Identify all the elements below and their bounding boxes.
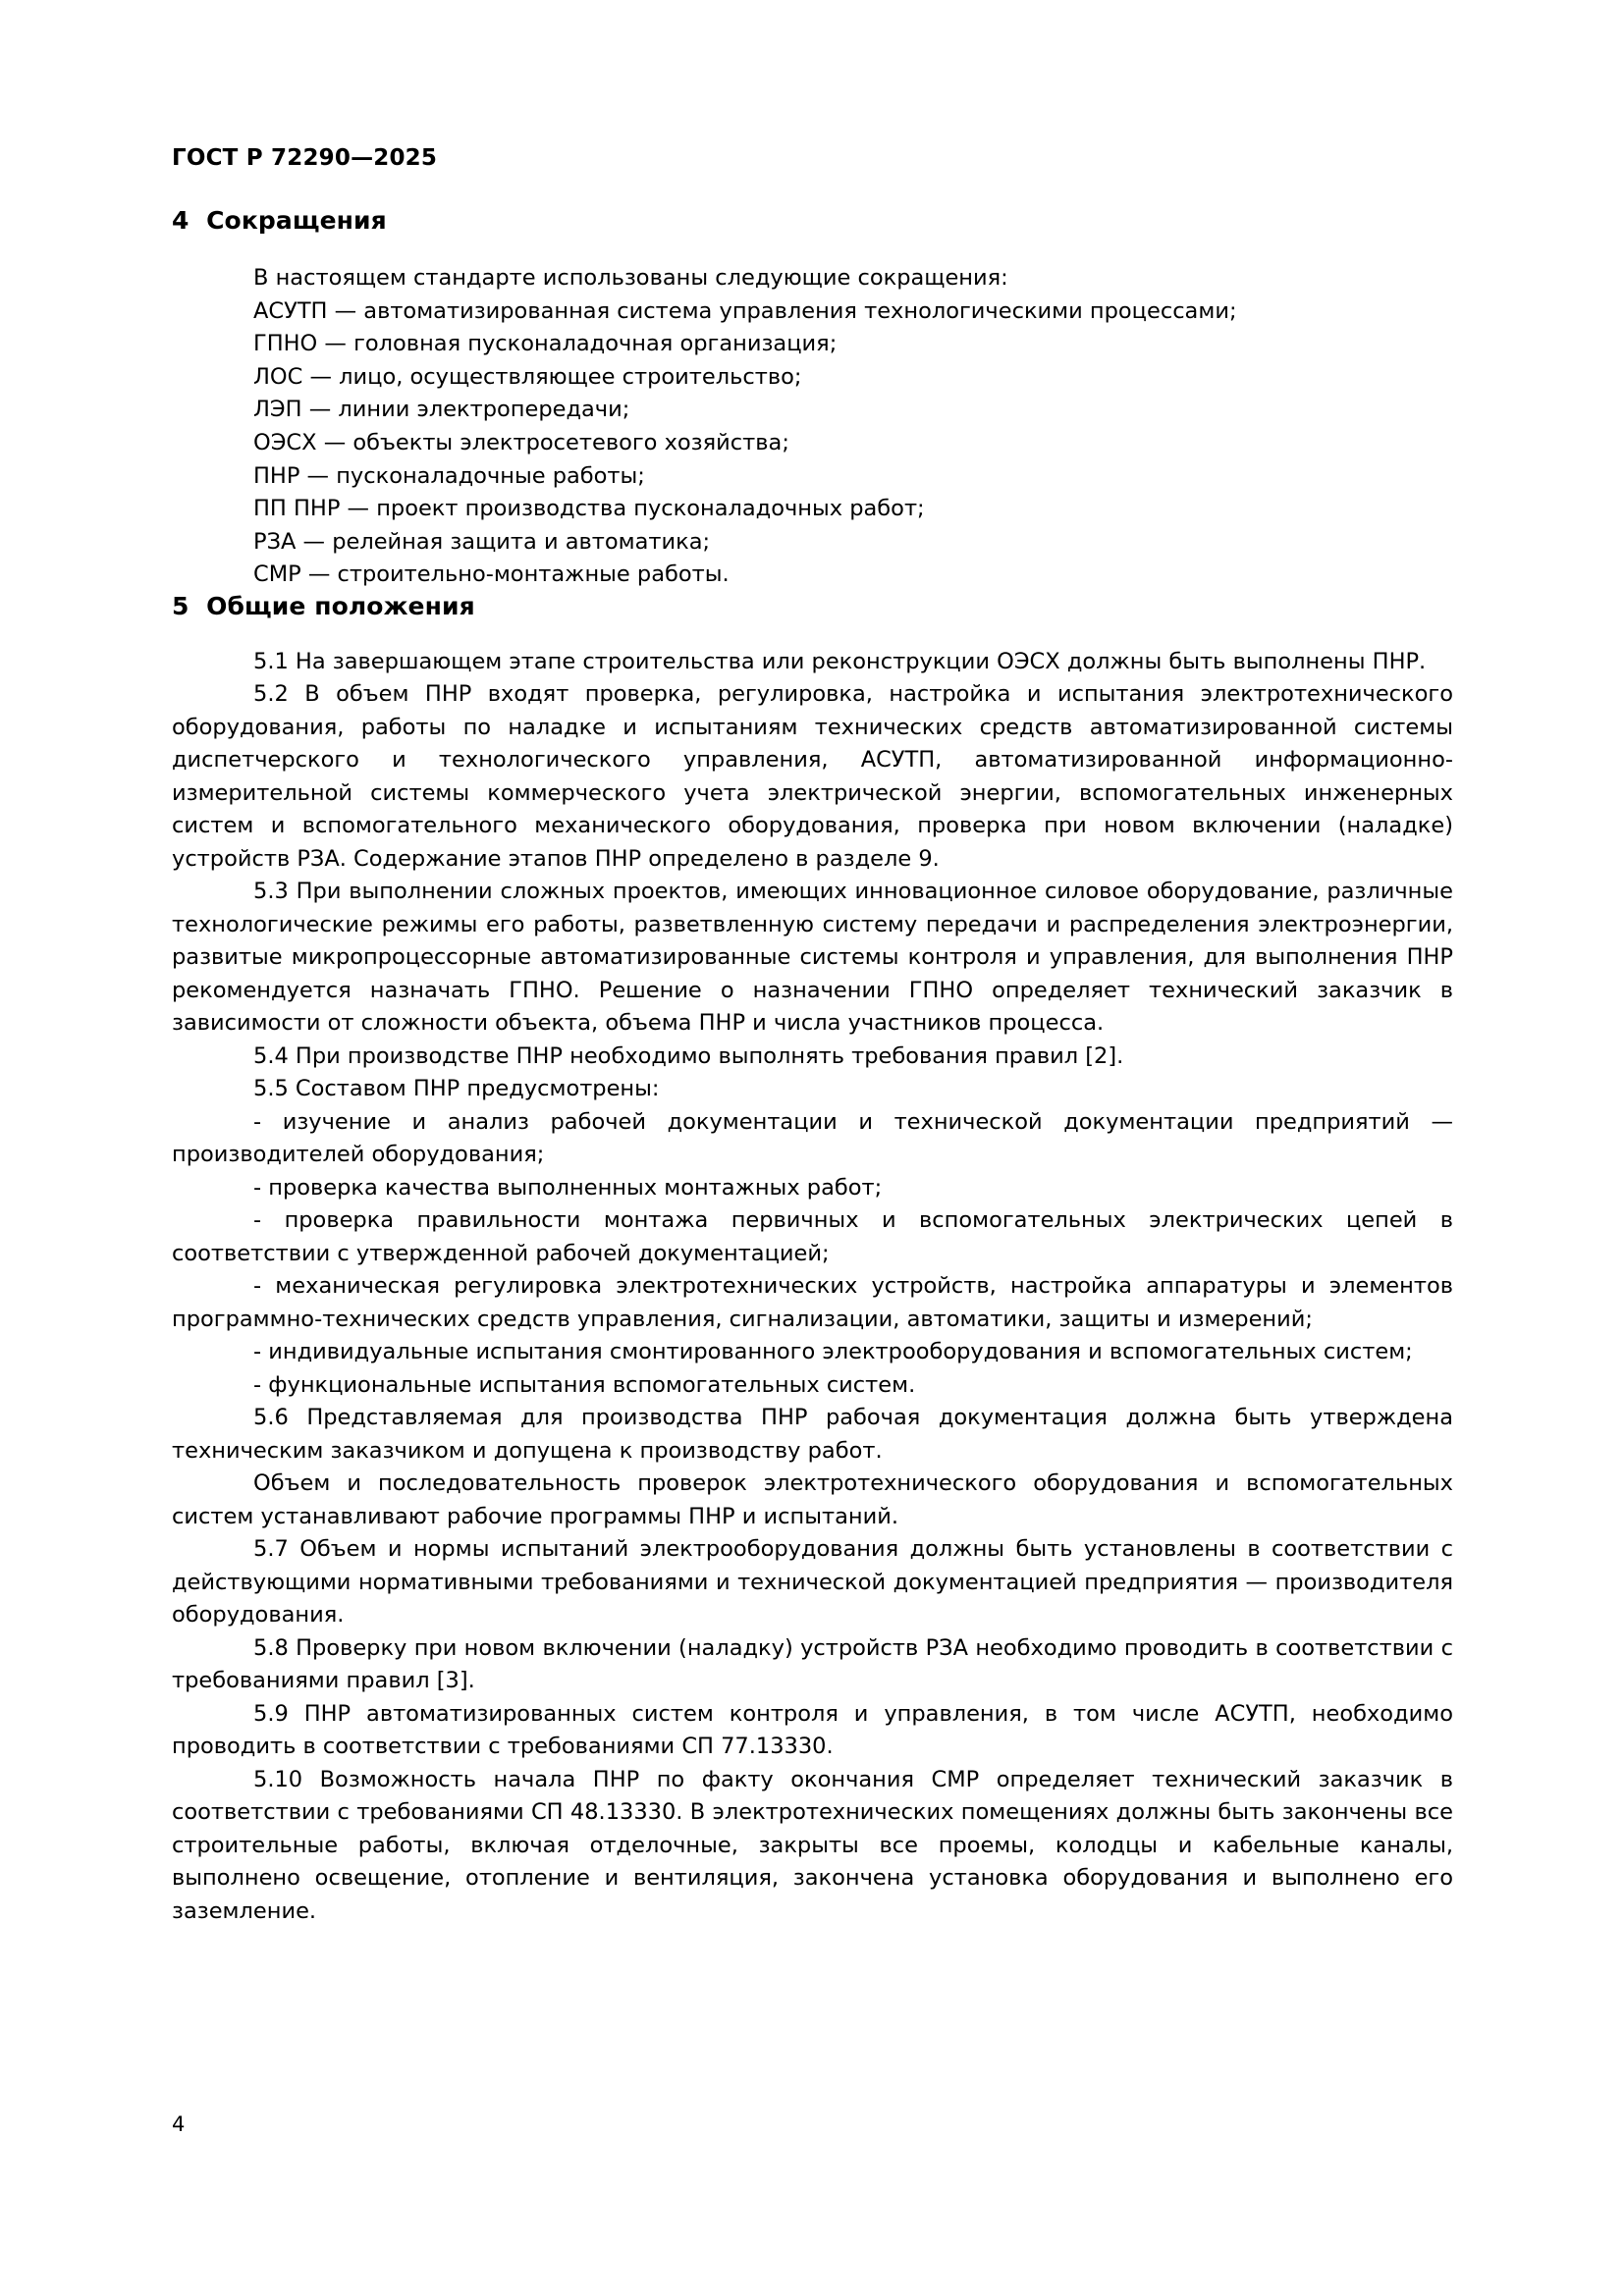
section-4-number: 4 (172, 206, 189, 235)
list-item-5-5-4: - механическая регулировка электротехнических устройств, настройка аппаратуры и элементов программно-технических средств управления, сигнализации, автоматики, защиты и измерений; (172, 1273, 1453, 1332)
page-header: ГОСТ Р 72290—2025 (172, 145, 438, 171)
paragraph-5-7: 5.7 Объем и нормы испытаний электрооборудования должны быть установлены в соответствии с действующими нормативными требованиями и технической документацией предприятия — производителя оборудования. (172, 1536, 1453, 1629)
abbreviations-intro: В настоящем стандарте использованы следующие сокращения: (253, 265, 1008, 291)
abbreviation-item: РЗА — релейная защита и автоматика; (253, 528, 711, 555)
paragraph-5-4: 5.4 При производстве ПНР необходимо выполнять требования правил [2]. (253, 1042, 1124, 1069)
paragraph-5-8: 5.8 Проверку при новом включении (наладку) устройств РЗА необходимо проводить в соответствии с требованиями правил [3]. (172, 1634, 1453, 1694)
list-item-5-5-5: - индивидуальные испытания смонтированного электрооборудования и вспомогательных систем; (253, 1339, 1413, 1365)
abbreviation-item: СМР — строительно-монтажные работы. (253, 561, 730, 588)
list-item-5-5-6: - функциональные испытания вспомогательных систем. (253, 1371, 916, 1398)
page-content (172, 206, 1453, 1928)
paragraph-5-2: 5.2 В объем ПНР входят проверка, регулировка, настройка и испытания электротехнического оборудования, работы по наладке и испытаниям технических средств автоматизированной системы диспетчерского и технологического управления, АСУТП, автоматизированной информационно-измерительной системы коммерческого учета электрической энергии, вспомогательных инженерных систем и вспомогательного механического оборудования, проверка при новом включении (наладке) устройств РЗА. Содержание этапов ПНР определено в разделе 9. (172, 681, 1453, 872)
paragraph-5-1: 5.1 На завершающем этапе строительства или реконструкции ОЭСХ должны быть выполнены ПНР. (253, 648, 1427, 674)
section-5-title: Общие положения (206, 591, 475, 620)
abbreviation-item: ПНР — пусконаладочные работы; (253, 462, 645, 489)
section-5-number: 5 (172, 591, 189, 620)
abbreviation-item: ГПНО — головная пусконаладочная организация; (253, 331, 838, 357)
abbreviations-block (253, 262, 1453, 592)
paragraph-5-6: 5.6 Представляемая для производства ПНР рабочая документация должна быть утверждена техническим заказчиком и допущена к производству работ. (172, 1405, 1453, 1464)
abbreviation-item: ЛОС — лицо, осуществляющее строительство; (253, 363, 802, 390)
list-item-5-5-1: - изучение и анализ рабочей документации и технической документации предприятий — производителей оборудования; (172, 1108, 1453, 1168)
page-number: 4 (172, 2112, 186, 2136)
abbreviation-item: ПП ПНР — проект производства пусконаладочных работ; (253, 496, 925, 522)
section-5-body (172, 646, 1453, 1929)
abbreviation-item: ОЭСХ — объекты электросетевого хозяйства; (253, 429, 789, 455)
paragraph-5-10: 5.10 Возможность начала ПНР по факту окончания СМР определяет технический заказчик в соответствии с требованиями СП 48.13330. В электротехнических помещениях должны быть закончены все строительные работы, включая отделочные, закрыты все проемы, колодцы и кабельные каналы, выполнено освещение, отопление и вентиляция, закончена установка оборудования и выполнено его заземление. (172, 1766, 1453, 1924)
paragraph-5-5: 5.5 Составом ПНР предусмотрены: (253, 1076, 660, 1102)
paragraph-5-6-cont: Объем и последовательность проверок электротехнического оборудования и вспомогательных систем устанавливают рабочие программы ПНР и испытаний. (172, 1470, 1453, 1529)
list-item-5-5-3: - проверка правильности монтажа первичных и вспомогательных электрических цепей в соответствии с утвержденной рабочей документацией; (172, 1207, 1453, 1266)
abbreviation-item: АСУТП — автоматизированная система управления технологическими процессами; (253, 297, 1237, 324)
section-4-title: Сокращения (206, 206, 387, 235)
list-item-5-5-2: - проверка качества выполненных монтажных работ; (253, 1174, 883, 1201)
paragraph-5-3: 5.3 При выполнении сложных проектов, имеющих инновационное силовое оборудование, различные технологические режимы его работы, разветвленную систему передачи и распределения электроэнергии, развитые микропроцессорные автоматизированные системы контроля и управления, для выполнения ПНР рекомендуется назначать ГПНО. Решение о назначении ГПНО определяет технический заказчик в зависимости от сложности объекта, объема ПНР и числа участников процесса. (172, 879, 1453, 1037)
section-heading-4 (172, 206, 1453, 235)
abbreviation-item: ЛЭП — линии электропередачи; (253, 397, 630, 423)
section-heading-5 (172, 592, 1453, 620)
paragraph-5-9: 5.9 ПНР автоматизированных систем контроля и управления, в том числе АСУТП, необходимо проводить в соответствии с требованиями СП 77.13330. (172, 1700, 1453, 1760)
